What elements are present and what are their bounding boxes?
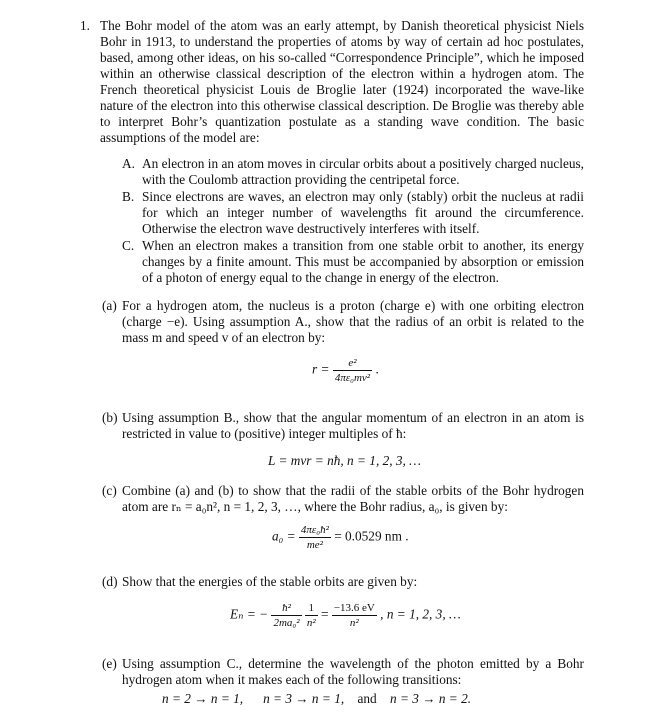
assumption-b xyxy=(122,189,584,237)
eq-denominator: n² xyxy=(306,617,316,629)
eq-equals: = xyxy=(320,606,329,622)
eq-numerator: e² xyxy=(348,357,357,369)
assumption-a xyxy=(122,156,584,188)
question-number: 1. xyxy=(80,18,90,33)
question-intro: The Bohr model of the atom was an early attempt, by Danish theoretical physicist Niels Bohr in 1913, to understand the properties of atoms by way of certain ad hoc postulates, based, among other ideas, on his so-called “Correspondence Principle”, which he imposed within an otherwise classical description of the electron within a hydrogen atom. The French theoretical physicist Louis de Broglie later (1924) incorporated the wave-like nature of the electron into this otherwise classical description. De Broglie was thereby able to interpret Bohr’s quantization postulate as a standing wave condition. The basic assumptions of the model are: xyxy=(100,18,584,145)
eq-denominator: n² xyxy=(332,615,377,630)
part-label: (d) xyxy=(102,574,118,589)
part-a xyxy=(102,298,584,346)
part-b xyxy=(102,410,584,442)
eq-tail: . xyxy=(375,361,379,377)
eq-numerator: −13.6 eV xyxy=(333,602,375,614)
part-label: (b) xyxy=(102,410,118,425)
part-label: (a) xyxy=(102,298,117,313)
eq-fraction xyxy=(333,356,372,385)
eq-numerator: ħ² xyxy=(282,602,291,614)
eq-numerator: 4πε₀ħ² xyxy=(300,524,329,536)
transition-1: n = 2 → n = 1, xyxy=(162,691,244,706)
assumption-label: A. xyxy=(122,156,135,171)
eq-lhs: a₀ = xyxy=(272,528,296,544)
eq-tail: , n = 1, 2, 3, … xyxy=(380,606,461,622)
part-label: (e) xyxy=(102,656,117,671)
eq-fraction-2 xyxy=(305,601,318,630)
equation-b: L = mvr = nħ, n = 1, 2, 3, … xyxy=(268,453,422,468)
eq-fraction-3 xyxy=(332,601,377,630)
eq-numerator: 1 xyxy=(308,602,314,614)
eq-denominator: 4πε₀mv² xyxy=(334,372,371,384)
assumption-c xyxy=(122,238,584,286)
part-text: Using assumption B., show that the angular momentum of an electron in an atom is restricted in value to (positive) integer multiples of ħ: xyxy=(122,410,584,441)
eq-fraction xyxy=(299,523,331,552)
equation-a xyxy=(312,356,379,385)
part-label: (c) xyxy=(102,483,117,498)
part-text: For a hydrogen atom, the nucleus is a proton (charge e) with one orbiting electron (charge −e). Using assumption A., show that the radius of an orbit is related to the mass m and speed v of an electron by: xyxy=(122,298,584,345)
part-text: Using assumption C., determine the wavelength of the photon emitted by a Bohr hydrogen atom when it makes each of the following transitions: xyxy=(122,656,584,687)
transitions-list xyxy=(162,691,471,707)
part-c xyxy=(102,483,584,515)
assumption-text: When an electron makes a transition from one stable orbit to another, its energy changes by a finite amount. This must be accompanied by absorption or emission of a photon of energy equal to the change in energy of the electron. xyxy=(142,238,584,285)
part-text: Show that the energies of the stable orbits are given by: xyxy=(122,574,418,589)
part-d xyxy=(102,574,584,590)
transition-3: n = 3 → n = 2. xyxy=(389,691,472,706)
assumption-label: C. xyxy=(122,238,135,253)
assumption-label: B. xyxy=(122,189,135,204)
eq-denominator: 2ma₀² xyxy=(273,617,300,629)
assumption-text: An electron in an atom moves in circular orbits about a positively charged nucleus, with the Coulomb attraction providing the centripetal force. xyxy=(142,156,584,187)
assumption-text: Since electrons are waves, an electron may only (stably) orbit the nucleus at radii for which an integer number of wavelengths fit around the circumference. Otherwise the electron wave destructively interferes with itself. xyxy=(142,189,584,236)
eq-rhs: = 0.0529 nm . xyxy=(334,528,409,544)
eq-lhs: r = xyxy=(312,361,330,377)
equation-c xyxy=(272,523,409,552)
eq-denominator: me² xyxy=(299,537,331,552)
part-e xyxy=(102,656,584,688)
part-text: Combine (a) and (b) to show that the radii of the stable orbits of the Bohr hydrogen atom are rₙ = a₀n², n = 1, 2, 3, …, where the Bohr radius, a₀, is given by: xyxy=(122,483,584,514)
transition-2: n = 3 → n = 1, xyxy=(263,691,345,706)
eq-lhs: Eₙ = − xyxy=(230,606,269,622)
transition-and: and xyxy=(357,691,377,706)
eq-fraction-1 xyxy=(271,601,301,630)
equation-d xyxy=(230,601,461,630)
